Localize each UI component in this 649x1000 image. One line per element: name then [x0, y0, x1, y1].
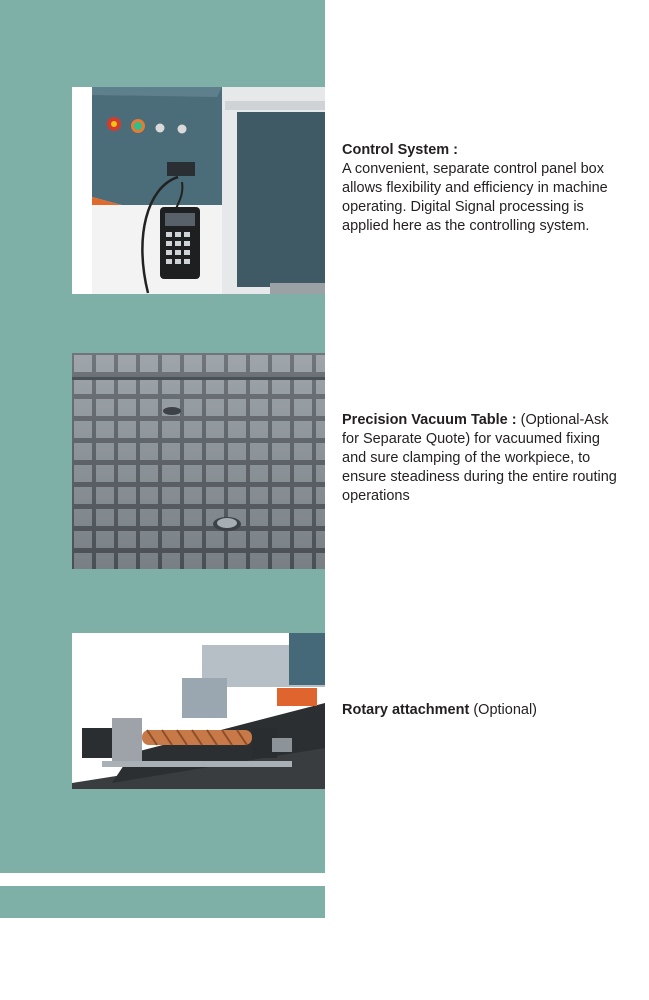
- teal-footer-strip: [0, 886, 325, 918]
- control-system-section: [342, 141, 622, 236]
- rotary-attachment-section: [342, 701, 622, 720]
- vacuum-table-section: [342, 411, 622, 506]
- vacuum-table-photo: [72, 353, 325, 569]
- control-system-description: A convenient, separate control panel box allows flexibility and efficiency in machine operating. Digital Signal processing is applied here as the controlling system.: [342, 161, 608, 234]
- rotary-attachment-note: (Optional): [473, 702, 538, 718]
- rotary-attachment-photo: [72, 633, 325, 789]
- vacuum-table-title: Precision Vacuum Table :: [342, 412, 517, 428]
- rotary-attachment-title: Rotary attachment: [342, 702, 470, 718]
- vacuum-table-description: (Optional-Ask for Separate Quote) for vacuumed fixing and sure clamping of the workpiece, to ensure steadiness during the entire routing operations: [342, 412, 617, 504]
- control-system-photo: [72, 87, 325, 294]
- control-system-title: Control System :: [342, 142, 459, 158]
